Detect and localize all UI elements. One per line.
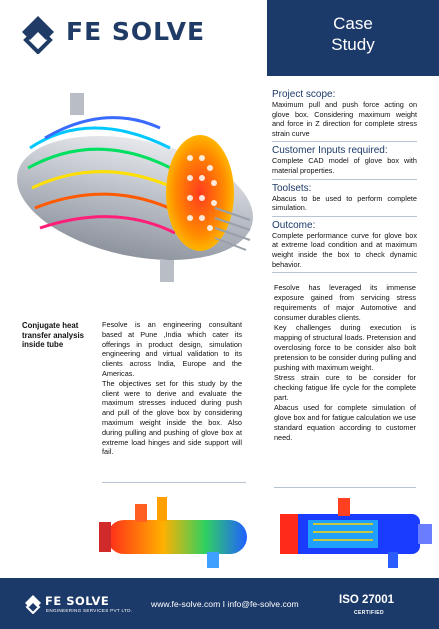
section-text: Maximum pull and push force acting on glove box. Considering maximum weight and force in Z direction for complete stress strain curve — [272, 100, 417, 138]
heat-exchanger-thermal-image — [97, 492, 262, 572]
section-text: Abacus to be used to perform complete simulation. — [272, 193, 417, 213]
footer-contact-links[interactable]: www.fe-solve.com I info@fe-solve.com — [151, 599, 299, 609]
project-scope-section — [272, 89, 417, 142]
info-column — [272, 89, 417, 276]
heat-exchanger-cfd-image — [10, 88, 265, 293]
brand-name: FE SOLVE — [66, 17, 206, 46]
company-objective-text: Fesolve is an engineering consultant based at Pune ,India which cater its offerings in product design, simulation engineering and virtual validation to its clients across India, Europe and the Americas. The objectives set for this study by the client were to derive and evaluate the maximum stresses induced during push and pull of the glove box by considering maximum weight inside the box. Also during pulling and pushing of glove box at extreme load hinges and side support will fail. — [102, 320, 242, 457]
iso-certified-label: CERTIFIED — [354, 610, 384, 616]
case-title-line2: Study — [331, 35, 375, 54]
divider — [274, 487, 416, 488]
section-text: Complete CAD model of glove box with material properties. — [272, 156, 417, 175]
heat-exchanger-cutaway-image — [268, 492, 436, 572]
fesolve-experience-text: Fesolve has leveraged its immense exposure gained from servicing stress requirements of major Automotive and consumer durables clients. Key challenges during execution is mapping of structural loads. Pretension and overclosing force to be consider also bolt pretension to be consider during pulling and pushing with maximum weight. Stress strain cure to be consider for checking fatigue life cycle for the complete part. Abacus used for complete simulation of glove box and for fatigue calculation we use standard equation according to customer need. — [274, 283, 416, 442]
iso-certification: ISO 27001 — [339, 594, 394, 606]
outcome-section — [272, 220, 417, 273]
section-heading: Outcome: — [272, 219, 316, 231]
logo-mark-icon — [22, 16, 54, 52]
customer-inputs-section — [272, 145, 417, 179]
footer-company-subtitle: ENGINEERING SERVICES PVT LTD. — [46, 608, 133, 613]
section-heading: Toolsets: — [272, 182, 312, 194]
footer-brand-name: FE SOLVE — [45, 594, 110, 608]
divider — [102, 482, 246, 483]
section-text: Complete performance curve for glove box at extreme load condition and at maximum weight inside the box to check dynamic behavior. — [272, 230, 417, 269]
section-heading: Project scope: — [272, 89, 336, 100]
section-heading: Customer Inputs required: — [272, 145, 388, 157]
image-caption: Conjugate heat transfer analysis inside tube — [22, 321, 84, 350]
footer-logo-mark-icon — [24, 594, 42, 614]
case-study-banner — [267, 0, 439, 76]
toolsets-section — [272, 183, 417, 217]
case-title-line1: Case — [333, 14, 373, 33]
